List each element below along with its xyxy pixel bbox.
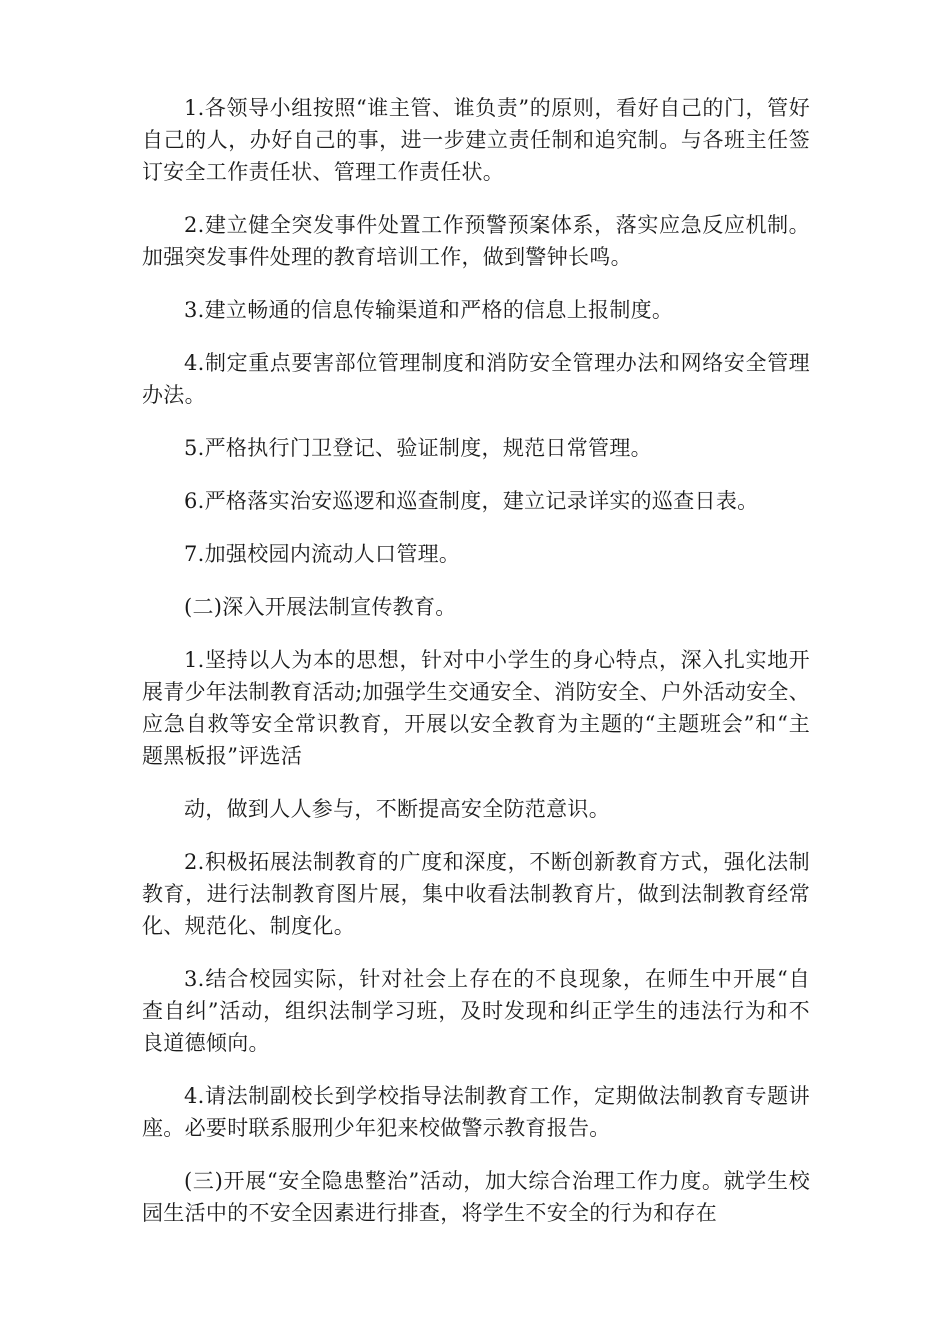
paragraph-7: 7.加强校园内流动人口管理。 bbox=[184, 542, 461, 566]
section-heading-2: (二)深入开展法制宣传教育。 bbox=[184, 595, 457, 619]
paragraph-6: 6.严格落实治安巡逻和巡查制度，建立记录详实的巡查日表。 bbox=[184, 489, 759, 513]
paragraph-11: 3.结合校园实际，针对社会上存在的不良现象，在师生中开展“自查自纠”活动，组织法制学习班，及时发现和纠正学生的违法行为和不良道德倾向。 bbox=[142, 967, 810, 1055]
paragraph-9: 动，做到人人参与，不断提高安全防范意识。 bbox=[184, 797, 610, 821]
document-page bbox=[142, 92, 810, 1250]
section-heading-3: (三)开展“安全隐患整治”活动，加大综合治理工作力度。就学生校园生活中的不安全因素进行排查，将学生不安全的行为和存在 bbox=[142, 1169, 810, 1225]
paragraph-2: 2.建立健全突发事件处置工作预警预案体系，落实应急反应机制。加强突发事件处理的教育培训工作，做到警钟长鸣。 bbox=[142, 213, 810, 269]
paragraph-4: 4.制定重点要害部位管理制度和消防安全管理办法和网络安全管理办法。 bbox=[142, 351, 810, 407]
paragraph-10: 2.积极拓展法制教育的广度和深度，不断创新教育方式，强化法制教育，进行法制教育图片展，集中收看法制教育片，做到法制教育经常化、规范化、制度化。 bbox=[142, 850, 810, 938]
paragraph-12: 4.请法制副校长到学校指导法制教育工作，定期做法制教育专题讲座。必要时联系服刑少年犯来校做警示教育报告。 bbox=[142, 1084, 810, 1140]
paragraph-8: 1.坚持以人为本的思想，针对中小学生的身心特点，深入扎实地开展青少年法制教育活动;加强学生交通安全、消防安全、户外活动安全、应急自救等安全常识教育，开展以安全教育为主题的“主题班会”和“主题黑板报”评选活 bbox=[142, 648, 810, 768]
paragraph-3: 3.建立畅通的信息传输渠道和严格的信息上报制度。 bbox=[184, 298, 674, 322]
paragraph-5: 5.严格执行门卫登记、验证制度，规范日常管理。 bbox=[184, 436, 652, 460]
paragraph-1: 1.各领导小组按照“谁主管、谁负责”的原则，看好自己的门，管好自己的人，办好自己的事，进一步建立责任制和追究制。与各班主任签订安全工作责任状、管理工作责任状。 bbox=[142, 96, 810, 184]
